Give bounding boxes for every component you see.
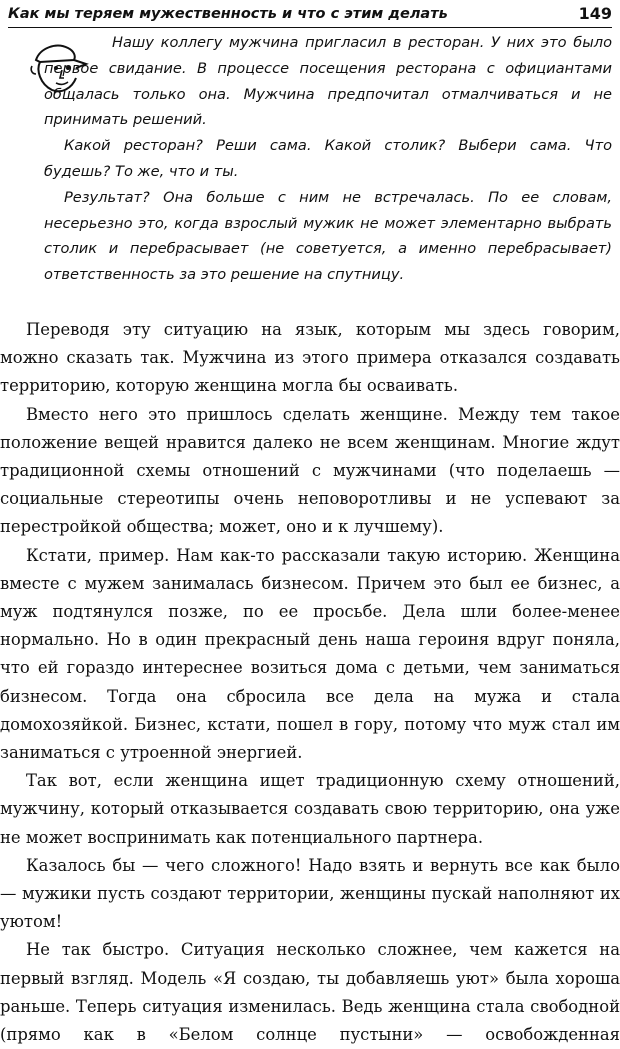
body-paragraph: Так вот, если женщина ищет традиционную схему отношений, мужчину, который отказывается создавать свою территорию, она уже не может воспринимать как потенциального партнера. (0, 771, 620, 847)
example-paragraph: Нашу коллегу мужчина пригласил в ресторан. У них это было первое свидание. В процессе посещения ресторана с официантами общалась только она. Мужчина предпочитал отмалчиваться и не принимать решений. (44, 34, 612, 129)
example-paragraph: Какой ресторан? Реши сама. Какой столик? Выбери сама. Что будешь? То же, что и ты. (44, 137, 612, 180)
body-paragraph: Кстати, пример. Нам как-то рассказали такую историю. Женщина вместе с мужем занималась бизнесом. Причем это был ее бизнес, а муж подтянулся позже, по ее просьбе. Дела шли более-менее нормально. Но в один прекрасный день наша героиня вдруг поняла, что ей гораздо интереснее возиться дома с детьми, чем заниматься бизнесом. Тогда она сбросила все дела на мужа и стала домохозяйкой. Бизнес, кстати, пошел в гору, потому что муж стал им заниматься с утроенной энергией. (0, 545, 620, 763)
body-text (0, 316, 620, 1049)
body-paragraph: Вместо него это пришлось сделать женщине. Между тем такое положение вещей нравится далеко не всем женщинам. Многие ждут традиционной схемы отношений с мужчинами (что поделаешь — социальные стереотипы очень неповоротливы и не успевают за перестройкой общества; может, оно и к лучшему). (0, 404, 620, 537)
running-head (8, 2, 612, 26)
body-paragraph: Переводя эту ситуацию на язык, которым мы здесь говорим, можно сказать так. Мужчина из этого примера отказался создавать территорию, которую женщина могла бы осваивать. (0, 320, 620, 396)
example-box (44, 30, 612, 288)
running-title: Как мы теряем мужественность и что с этим делать (8, 6, 448, 22)
header-rule (8, 27, 612, 28)
body-paragraph: Не так быстро. Ситуация несколько сложнее, чем кажется на первый взгляд. Модель «Я создаю, ты добавляешь уют» была хороша раньше. Теперь ситуация изменилась. Ведь женщина стала свободной (прямо как в «Белом солнце пустыни» — освобожденная (0, 940, 620, 1045)
body-paragraph: Казалось бы — чего сложного! Надо взять и вернуть все как было — мужики пусть создают территории, женщины пускай наполняют их уютом! (0, 855, 620, 932)
page-number: 149 (578, 4, 612, 23)
example-paragraph: Результат? Она больше с ним не встречалась. По ее словам, несерьезно это, когда взрослый мужик не может элементарно выбрать столик и перебрасывает (не советуется, а именно перебрасывает) ответственность за это решение на спутницу. (44, 188, 612, 284)
